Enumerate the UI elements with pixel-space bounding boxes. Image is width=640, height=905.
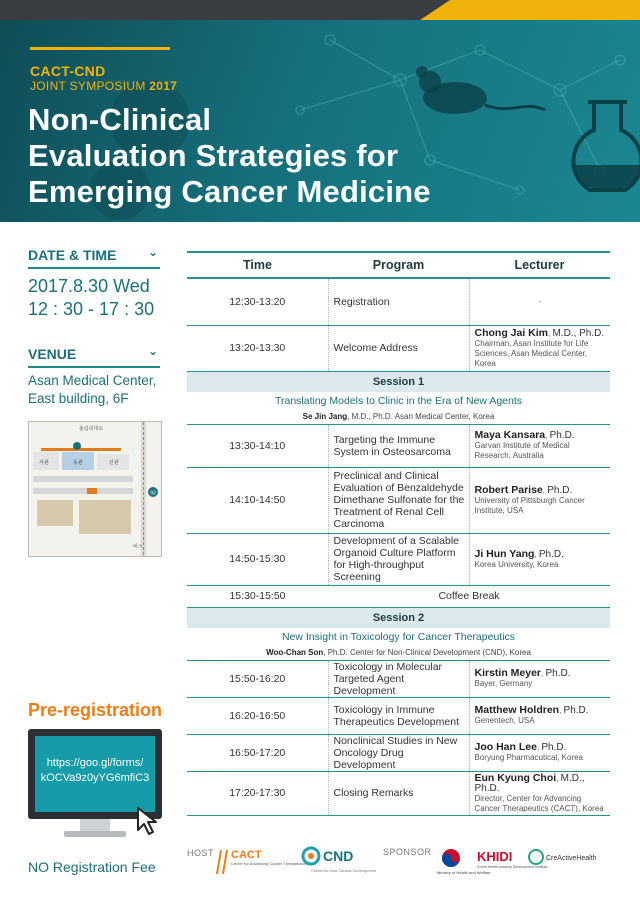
monitor-stand <box>80 819 110 831</box>
map-drawing <box>29 422 161 556</box>
logo-strip <box>187 844 610 884</box>
cact-logo <box>217 849 307 874</box>
title-rule <box>30 47 170 50</box>
table-row: 16:50-17:20 Nonclinical Studies in New Oncology Drug Development Joo Han Lee, Ph.D. Boryung Pharmacutical, Korea <box>187 734 610 771</box>
col-program: Program <box>328 252 469 278</box>
session-1-chair: Se Jin Jang, M.D., Ph.D. Asan Medical Center, Korea <box>187 410 610 425</box>
session-2-theme: New Insight in Toxicology for Cancer Therapeutics <box>281 630 516 643</box>
venue-text: Asan Medical Center, East building, 6F <box>28 373 157 406</box>
table-row: 17:20-17:30 Closing Remarks Eun Kyung Choi, M.D., Ph.D. Director, Center for Advancing Cancer Therapeutics (CACT), Korea <box>187 771 610 815</box>
logos-graphic <box>187 844 610 884</box>
svg-text:Center for Advancing Cancer Th: Center for Advancing Cancer Therapeutics <box>231 861 307 866</box>
svg-text:서관: 서관 <box>39 460 49 466</box>
svg-text:신관: 신관 <box>109 460 119 466</box>
date-time-heading: DATE & TIME ⌄ <box>28 247 160 269</box>
pre-registration-heading: Pre-registration <box>28 700 163 720</box>
creactive-logo <box>529 850 597 864</box>
table-row: 13:20-13:30 Welcome Address Chong Jai Kim, M.D., Ph.D. Chairman, Asan Institute for Life Sciences, Asan Medical Center, Korea <box>187 325 610 371</box>
coffee-break-row: 15:30-15:50 Coffee Break <box>187 585 610 607</box>
session-1-header: Session 1 <box>187 371 610 392</box>
svg-text:CreActiveHealth: CreActiveHealth <box>546 855 597 862</box>
top-bar <box>0 0 640 20</box>
page-title: Non-Clinical Evaluation Strategies for Emerging Cancer Medicine <box>28 102 431 209</box>
cnd-logo <box>303 848 377 873</box>
host-label: HOST <box>187 848 215 858</box>
banner <box>0 20 640 222</box>
symposium-label: JOINT SYMPOSIUM 2017 <box>30 79 178 93</box>
svg-text:SPONSOR: SPONSOR <box>383 847 432 857</box>
venue-map <box>28 421 162 557</box>
col-time: Time <box>187 252 328 278</box>
session-2-header: Session 2 <box>187 607 610 628</box>
svg-text:Ministry of Health and Welfare: Ministry of Health and Welfare <box>437 870 491 875</box>
registration-url[interactable]: https://goo.gl/forms/ kOCVa9z0yYG6mfiC3 <box>40 757 150 784</box>
svg-text:Korea Health Industry Developm: Korea Health Industry Development Institute <box>477 865 548 869</box>
table-row: 13:30-14:10 Targeting the Immune System in Osteosarcoma Maya Kansara, Ph.D. Garvan Institute of Medical Research, Australia <box>187 424 610 467</box>
svg-text:CND: CND <box>323 848 354 864</box>
session-1-theme: Translating Models to Clinic in the Era of New Agents <box>274 394 523 407</box>
venue-heading: VENUE ⌄ <box>28 346 160 368</box>
svg-text:올림픽대로: 올림픽대로 <box>79 426 104 432</box>
monitor-base <box>64 831 126 837</box>
session-2-chair: Woo-Chan Son, Ph.D. Center for Non-Clinical Development (CND), Korea <box>187 646 610 661</box>
table-header-row <box>187 252 610 278</box>
svg-text:93: 93 <box>150 490 156 497</box>
svg-text:CACT: CACT <box>231 849 262 861</box>
monitor-screen <box>35 736 155 812</box>
chevron-down-icon: ⌄ <box>147 344 158 358</box>
chevron-down-icon: ⌄ <box>147 245 158 259</box>
table-row: 12:30-13:20 Registration - <box>187 278 610 325</box>
table-row: 16:20-16:50 Toxicology in Immune Therapeutics Development Matthew Holdren, Ph.D. Genentech, USA <box>187 697 610 734</box>
table-row: 14:10-14:50 Preclinical and Clinical Evaluation of Benzaldehyde Dimethane Sulfonate for the Treatment of Renal Cell Carcinoma Robert Parise, Ph.D. University of Pittsburgh Cancer Institute, USA <box>187 467 610 533</box>
program-table <box>187 251 610 816</box>
col-lecturer: Lecturer <box>469 252 610 278</box>
svg-text:KHIDI: KHIDI <box>477 849 513 864</box>
registration-fee-note: NO Registration Fee <box>28 859 156 875</box>
event-date-time: 2017.8.30 Wed 12 : 30 - 17 : 30 <box>28 276 155 319</box>
svg-text:동관: 동관 <box>73 460 83 466</box>
cursor-icon <box>136 806 160 836</box>
org-name: CACT-CND <box>30 63 106 79</box>
table-row: 15:50-16:20 Toxicology in Molecular Targeted Agent Development Kirstin Meyer, Ph.D. Bayer, Germany <box>187 660 610 697</box>
svg-text:버스: 버스 <box>133 544 143 550</box>
table-row: 14:50-15:30 Development of a Scalable Organoid Culture Platform for High-throughput Screening Ji Hun Yang, Ph.D. Korea University, Korea <box>187 533 610 585</box>
svg-text:Center for Non-Clinical Develo: Center for Non-Clinical Development <box>311 868 377 873</box>
khidi-logo <box>477 849 548 869</box>
top-accent <box>420 0 640 20</box>
